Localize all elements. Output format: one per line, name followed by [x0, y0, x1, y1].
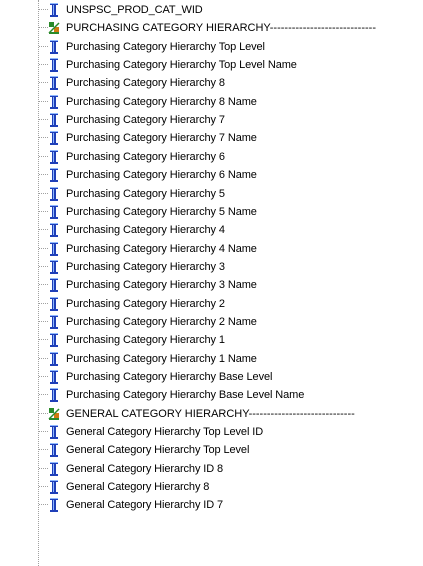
- tree-column-item[interactable]: [0, 185, 423, 203]
- tree-column-item[interactable]: [0, 74, 423, 92]
- tree-item-label: General Category Hierarchy Top Level ID: [66, 426, 264, 439]
- column-attribute-icon: [47, 442, 61, 458]
- column-attribute-icon: [47, 332, 61, 348]
- tree-item-label: Purchasing Category Hierarchy 1 Name: [66, 352, 257, 365]
- column-attribute-icon: [47, 39, 61, 55]
- tree-column-item[interactable]: [0, 350, 423, 368]
- hierarchy-separator-icon: [47, 406, 61, 422]
- tree-item-label: Purchasing Category Hierarchy Top Level: [66, 40, 265, 53]
- tree-item-label: General Category Hierarchy ID 7: [66, 499, 224, 512]
- tree-separator-item[interactable]: [0, 19, 423, 37]
- tree-column-item[interactable]: [0, 38, 423, 56]
- column-attribute-icon: [47, 424, 61, 440]
- column-attribute-icon: [47, 167, 61, 183]
- tree-item-label: Purchasing Category Hierarchy 7 Name: [66, 132, 257, 145]
- tree-column-item[interactable]: [0, 496, 423, 514]
- tree-column-item[interactable]: [0, 478, 423, 496]
- column-attribute-icon: [47, 186, 61, 202]
- tree-item-label: Purchasing Category Hierarchy Base Level Name: [66, 389, 305, 402]
- column-attribute-icon: [47, 75, 61, 91]
- column-attribute-icon: [47, 94, 61, 110]
- tree-column-item[interactable]: [0, 56, 423, 74]
- column-attribute-icon: [47, 497, 61, 513]
- tree-item-label: General Category Hierarchy 8: [66, 481, 210, 494]
- tree-column-item[interactable]: [0, 203, 423, 221]
- tree-item-label: Purchasing Category Hierarchy Top Level Name: [66, 59, 297, 72]
- hierarchy-separator-icon: [47, 20, 61, 36]
- column-attribute-icon: [47, 479, 61, 495]
- tree-item-label: General Category Hierarchy ID 8: [66, 462, 224, 475]
- tree-column-item[interactable]: [0, 240, 423, 258]
- tree-column-item[interactable]: [0, 331, 423, 349]
- column-attribute-icon: [47, 130, 61, 146]
- column-attribute-icon: [47, 351, 61, 367]
- tree-separator-item[interactable]: [0, 405, 423, 423]
- column-attribute-icon: [47, 222, 61, 238]
- column-attribute-icon: [47, 149, 61, 165]
- tree-column-item[interactable]: [0, 313, 423, 331]
- tree-column-item[interactable]: [0, 129, 423, 147]
- tree-item-label: Purchasing Category Hierarchy 3: [66, 260, 225, 273]
- column-attribute-icon: [47, 57, 61, 73]
- tree-item-label: Purchasing Category Hierarchy Base Level: [66, 371, 273, 383]
- tree-item-label: Purchasing Category Hierarchy 5: [66, 187, 225, 200]
- tree-item-label: UNSPSC_PROD_CAT_WID: [66, 4, 203, 16]
- tree-item-label: Purchasing Category Hierarchy 8: [66, 77, 225, 90]
- column-attribute-icon: [47, 259, 61, 275]
- tree-column-item[interactable]: [0, 111, 423, 129]
- tree-item-label: PURCHASING CATEGORY HIERARCHY-----------------------------: [66, 22, 376, 35]
- tree-item-label: Purchasing Category Hierarchy 3 Name: [66, 279, 257, 292]
- column-attribute-icon: [47, 2, 61, 18]
- tree-column-item[interactable]: [0, 295, 423, 313]
- tree-item-label: Purchasing Category Hierarchy 8 Name: [66, 95, 257, 108]
- tree-column-item[interactable]: [0, 423, 423, 441]
- tree-item-label: Purchasing Category Hierarchy 1: [66, 334, 225, 347]
- tree-item-label: General Category Hierarchy Top Level: [66, 444, 250, 457]
- tree-item-label: Purchasing Category Hierarchy 5 Name: [66, 205, 257, 218]
- tree-column-item[interactable]: [0, 386, 423, 404]
- tree-column-item[interactable]: [0, 166, 423, 184]
- tree-item-label: Purchasing Category Hierarchy 6 Name: [66, 169, 257, 182]
- tree-item-label: GENERAL CATEGORY HIERARCHY-----------------------------: [66, 407, 355, 420]
- tree-column-item[interactable]: [0, 276, 423, 294]
- tree-column-item[interactable]: [0, 460, 423, 478]
- tree-column-item[interactable]: [0, 93, 423, 111]
- tree-column-item[interactable]: [0, 368, 423, 386]
- column-attribute-icon: [47, 277, 61, 293]
- tree-item-label: Purchasing Category Hierarchy 2 Name: [66, 315, 257, 328]
- column-attribute-icon: [47, 314, 61, 330]
- column-attribute-icon: [47, 241, 61, 257]
- tree-item-label: Purchasing Category Hierarchy 6: [66, 150, 225, 163]
- tree-column-item[interactable]: [0, 221, 423, 239]
- column-attribute-icon: [47, 296, 61, 312]
- tree-item-label: Purchasing Category Hierarchy 7: [66, 114, 225, 127]
- column-attribute-icon: [47, 112, 61, 128]
- column-attribute-icon: [47, 461, 61, 477]
- tree-item-label: Purchasing Category Hierarchy 2: [66, 297, 225, 310]
- column-attribute-icon: [47, 204, 61, 220]
- tree-column-item[interactable]: [0, 148, 423, 166]
- tree-column-item[interactable]: [0, 441, 423, 459]
- tree-item-label: Purchasing Category Hierarchy 4 Name: [66, 242, 257, 255]
- column-attribute-icon: [47, 369, 61, 385]
- tree-column-item[interactable]: [0, 1, 423, 19]
- tree-item-label: Purchasing Category Hierarchy 4: [66, 224, 225, 237]
- column-attribute-icon: [47, 387, 61, 403]
- tree-column-item[interactable]: [0, 258, 423, 276]
